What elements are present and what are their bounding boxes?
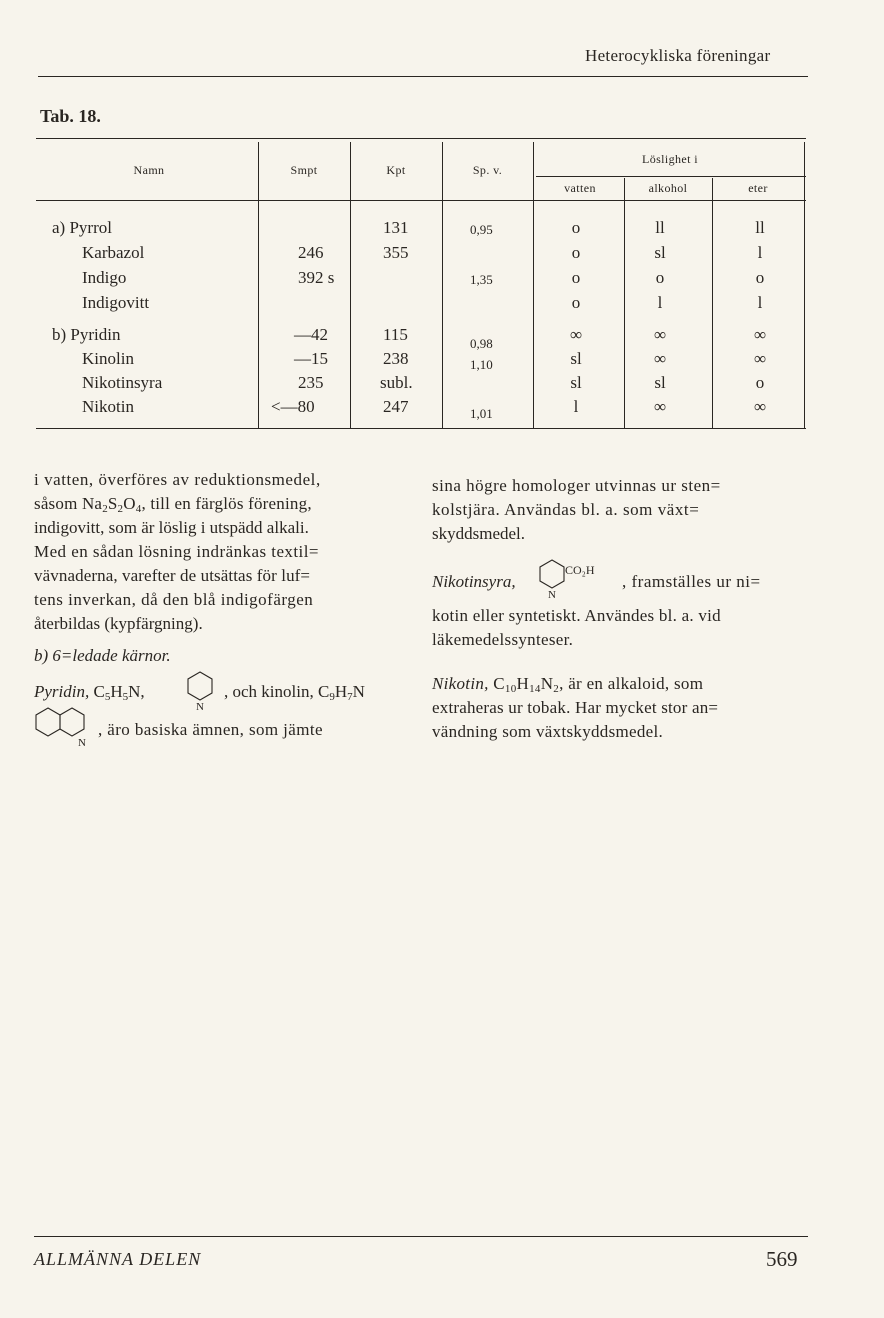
text-line: , äro basiska ämnen, som jämte xyxy=(98,720,323,739)
text-line: i vatten, överföres av reduktionsmedel, xyxy=(34,470,321,489)
ring-nitrogen-label: N xyxy=(548,589,556,601)
header-water: vatten xyxy=(564,181,596,195)
header-bp: Kpt xyxy=(386,163,406,177)
text-line: extraheras ur tobak. Har mycket stor an= xyxy=(432,698,719,717)
right-column-text-3 xyxy=(432,672,718,744)
text-line: läkemedelssynteser. xyxy=(432,630,574,649)
row-bp: 247 xyxy=(383,397,409,416)
row-water: o xyxy=(571,268,581,287)
row-water: sl xyxy=(570,373,582,392)
row-water: sl xyxy=(570,349,582,368)
right-column-text-2 xyxy=(432,604,721,652)
text-line: skyddsmedel. xyxy=(432,524,526,543)
text-line: , framställes ur ni= xyxy=(622,572,761,591)
row-mp: —42 xyxy=(294,325,328,344)
quinoline-structure-icon xyxy=(34,706,104,752)
text-line: Nikotin, $C_{10}H_{14}N_2$, är en alkaloid, som xyxy=(432,674,704,695)
row-ether: ∞ xyxy=(753,349,767,368)
col-divider xyxy=(712,178,713,428)
text-line: återbildas (kypfärgning). xyxy=(34,614,203,633)
row-alcohol: ∞ xyxy=(653,349,667,368)
header-bottom-rule xyxy=(36,200,806,201)
ring-nitrogen-label: N xyxy=(196,701,204,713)
row-water: l xyxy=(573,397,579,416)
row-bp: 355 xyxy=(383,243,409,262)
row-ether: o xyxy=(755,268,765,287)
row-water: ∞ xyxy=(569,325,583,344)
text-line: kotin eller syntetiskt. Användes bl. a. vid xyxy=(432,606,721,625)
text-line: sina högre homologer utvinnas ur sten= xyxy=(432,476,721,495)
row-ether: ∞ xyxy=(753,397,767,416)
row-ether: l xyxy=(757,243,763,262)
col-divider xyxy=(533,142,534,428)
row-name: Indigo xyxy=(82,268,127,287)
row-alcohol: ∞ xyxy=(653,325,667,344)
text-line: indigovitt, som är löslig i utspädd alkali. xyxy=(34,518,309,537)
table-top-rule xyxy=(36,138,806,139)
col-divider xyxy=(350,142,351,428)
row-density: 0,98 xyxy=(470,336,493,351)
table-label: Tab. 18. xyxy=(40,106,101,126)
pyridin-line xyxy=(34,680,145,704)
header-name: Namn xyxy=(133,163,165,177)
footer-rule xyxy=(34,1236,808,1237)
row-bp: 115 xyxy=(383,325,408,344)
footer-section: ALLMÄNNA DELEN xyxy=(34,1249,202,1269)
col-divider xyxy=(804,142,805,428)
row-alcohol: ∞ xyxy=(653,397,667,416)
row-mp: —15 xyxy=(294,349,328,368)
row-name: Nikotin xyxy=(82,397,134,416)
row-alcohol: sl xyxy=(654,373,666,392)
row-name: Indigovitt xyxy=(82,293,150,312)
solubility-rule xyxy=(536,176,806,177)
row-ether: o xyxy=(755,373,765,392)
row-name: Kinolin xyxy=(82,349,134,368)
row-water: o xyxy=(571,243,581,262)
header-mp: Smpt xyxy=(290,163,318,177)
table-bottom-rule xyxy=(36,428,806,429)
text-line: såsom $Na_2S_2O_4$, till en färglös förening, xyxy=(34,494,312,515)
section-heading: b) 6=ledade kärnor. xyxy=(34,646,171,665)
ring-nitrogen-label: N xyxy=(78,737,86,749)
pyridine-structure-icon xyxy=(186,670,222,713)
header-rule xyxy=(38,76,808,77)
col-divider xyxy=(442,142,443,428)
row-alcohol: l xyxy=(657,293,663,312)
col-divider xyxy=(258,142,259,428)
row-bp: subl. xyxy=(380,373,413,392)
row-alcohol: sl xyxy=(654,243,666,262)
row-ether: ll xyxy=(755,218,765,237)
carboxyl-group-label: CO₂H xyxy=(565,563,595,577)
text-line: Med en sådan lösning indränkas textil= xyxy=(34,542,319,561)
row-water: o xyxy=(571,293,581,312)
page-number: 569 xyxy=(766,1247,798,1271)
text-line: kolstjära. Användas bl. a. som växt= xyxy=(432,500,700,519)
kinolin-line: , och kinolin, $C_9H_7N$ xyxy=(224,682,365,703)
row-alcohol: ll xyxy=(655,218,665,237)
row-density: 1,01 xyxy=(470,406,493,421)
header-density: Sp. v. xyxy=(472,163,503,177)
text-line: tens inverkan, då den blå indigofärgen xyxy=(34,590,314,609)
row-mp: 235 xyxy=(298,373,324,392)
row-ether: l xyxy=(757,293,763,312)
header-alcohol: alkohol xyxy=(648,181,688,195)
row-density: 1,35 xyxy=(470,272,493,287)
pyridin-formula: $C_5H_5N$, xyxy=(93,682,145,703)
nikotinsyra-label: Nikotinsyra, xyxy=(432,572,516,591)
row-mp: 246 xyxy=(298,243,324,262)
row-mp: 392 s xyxy=(298,268,335,287)
right-column-text xyxy=(432,474,721,546)
row-alcohol: o xyxy=(655,268,665,287)
row-name: b) Pyridin xyxy=(52,325,121,344)
row-ether: ∞ xyxy=(753,325,767,344)
row-name: Nikotinsyra xyxy=(82,373,163,392)
row-bp: 238 xyxy=(383,349,409,368)
left-column-text xyxy=(34,468,321,636)
row-density: 1,10 xyxy=(470,357,493,372)
header-solubility: Löslighet i xyxy=(641,152,699,166)
row-name: Karbazol xyxy=(82,243,145,262)
row-water: o xyxy=(571,218,581,237)
row-mp: <—80 xyxy=(271,397,315,416)
running-head: Heterocykliska föreningar xyxy=(585,46,771,65)
col-divider xyxy=(624,178,625,428)
pyridin-label: Pyridin, xyxy=(34,682,90,701)
nicotinic-acid-structure-icon xyxy=(538,556,628,600)
row-name: a) Pyrrol xyxy=(52,218,112,237)
text-line: vändning som växtskyddsmedel. xyxy=(432,722,664,741)
text-line: vävnaderna, varefter de utsättas för luf= xyxy=(34,566,311,585)
row-density: 0,95 xyxy=(470,222,493,237)
row-bp: 131 xyxy=(383,218,409,237)
header-ether: eter xyxy=(748,181,768,195)
